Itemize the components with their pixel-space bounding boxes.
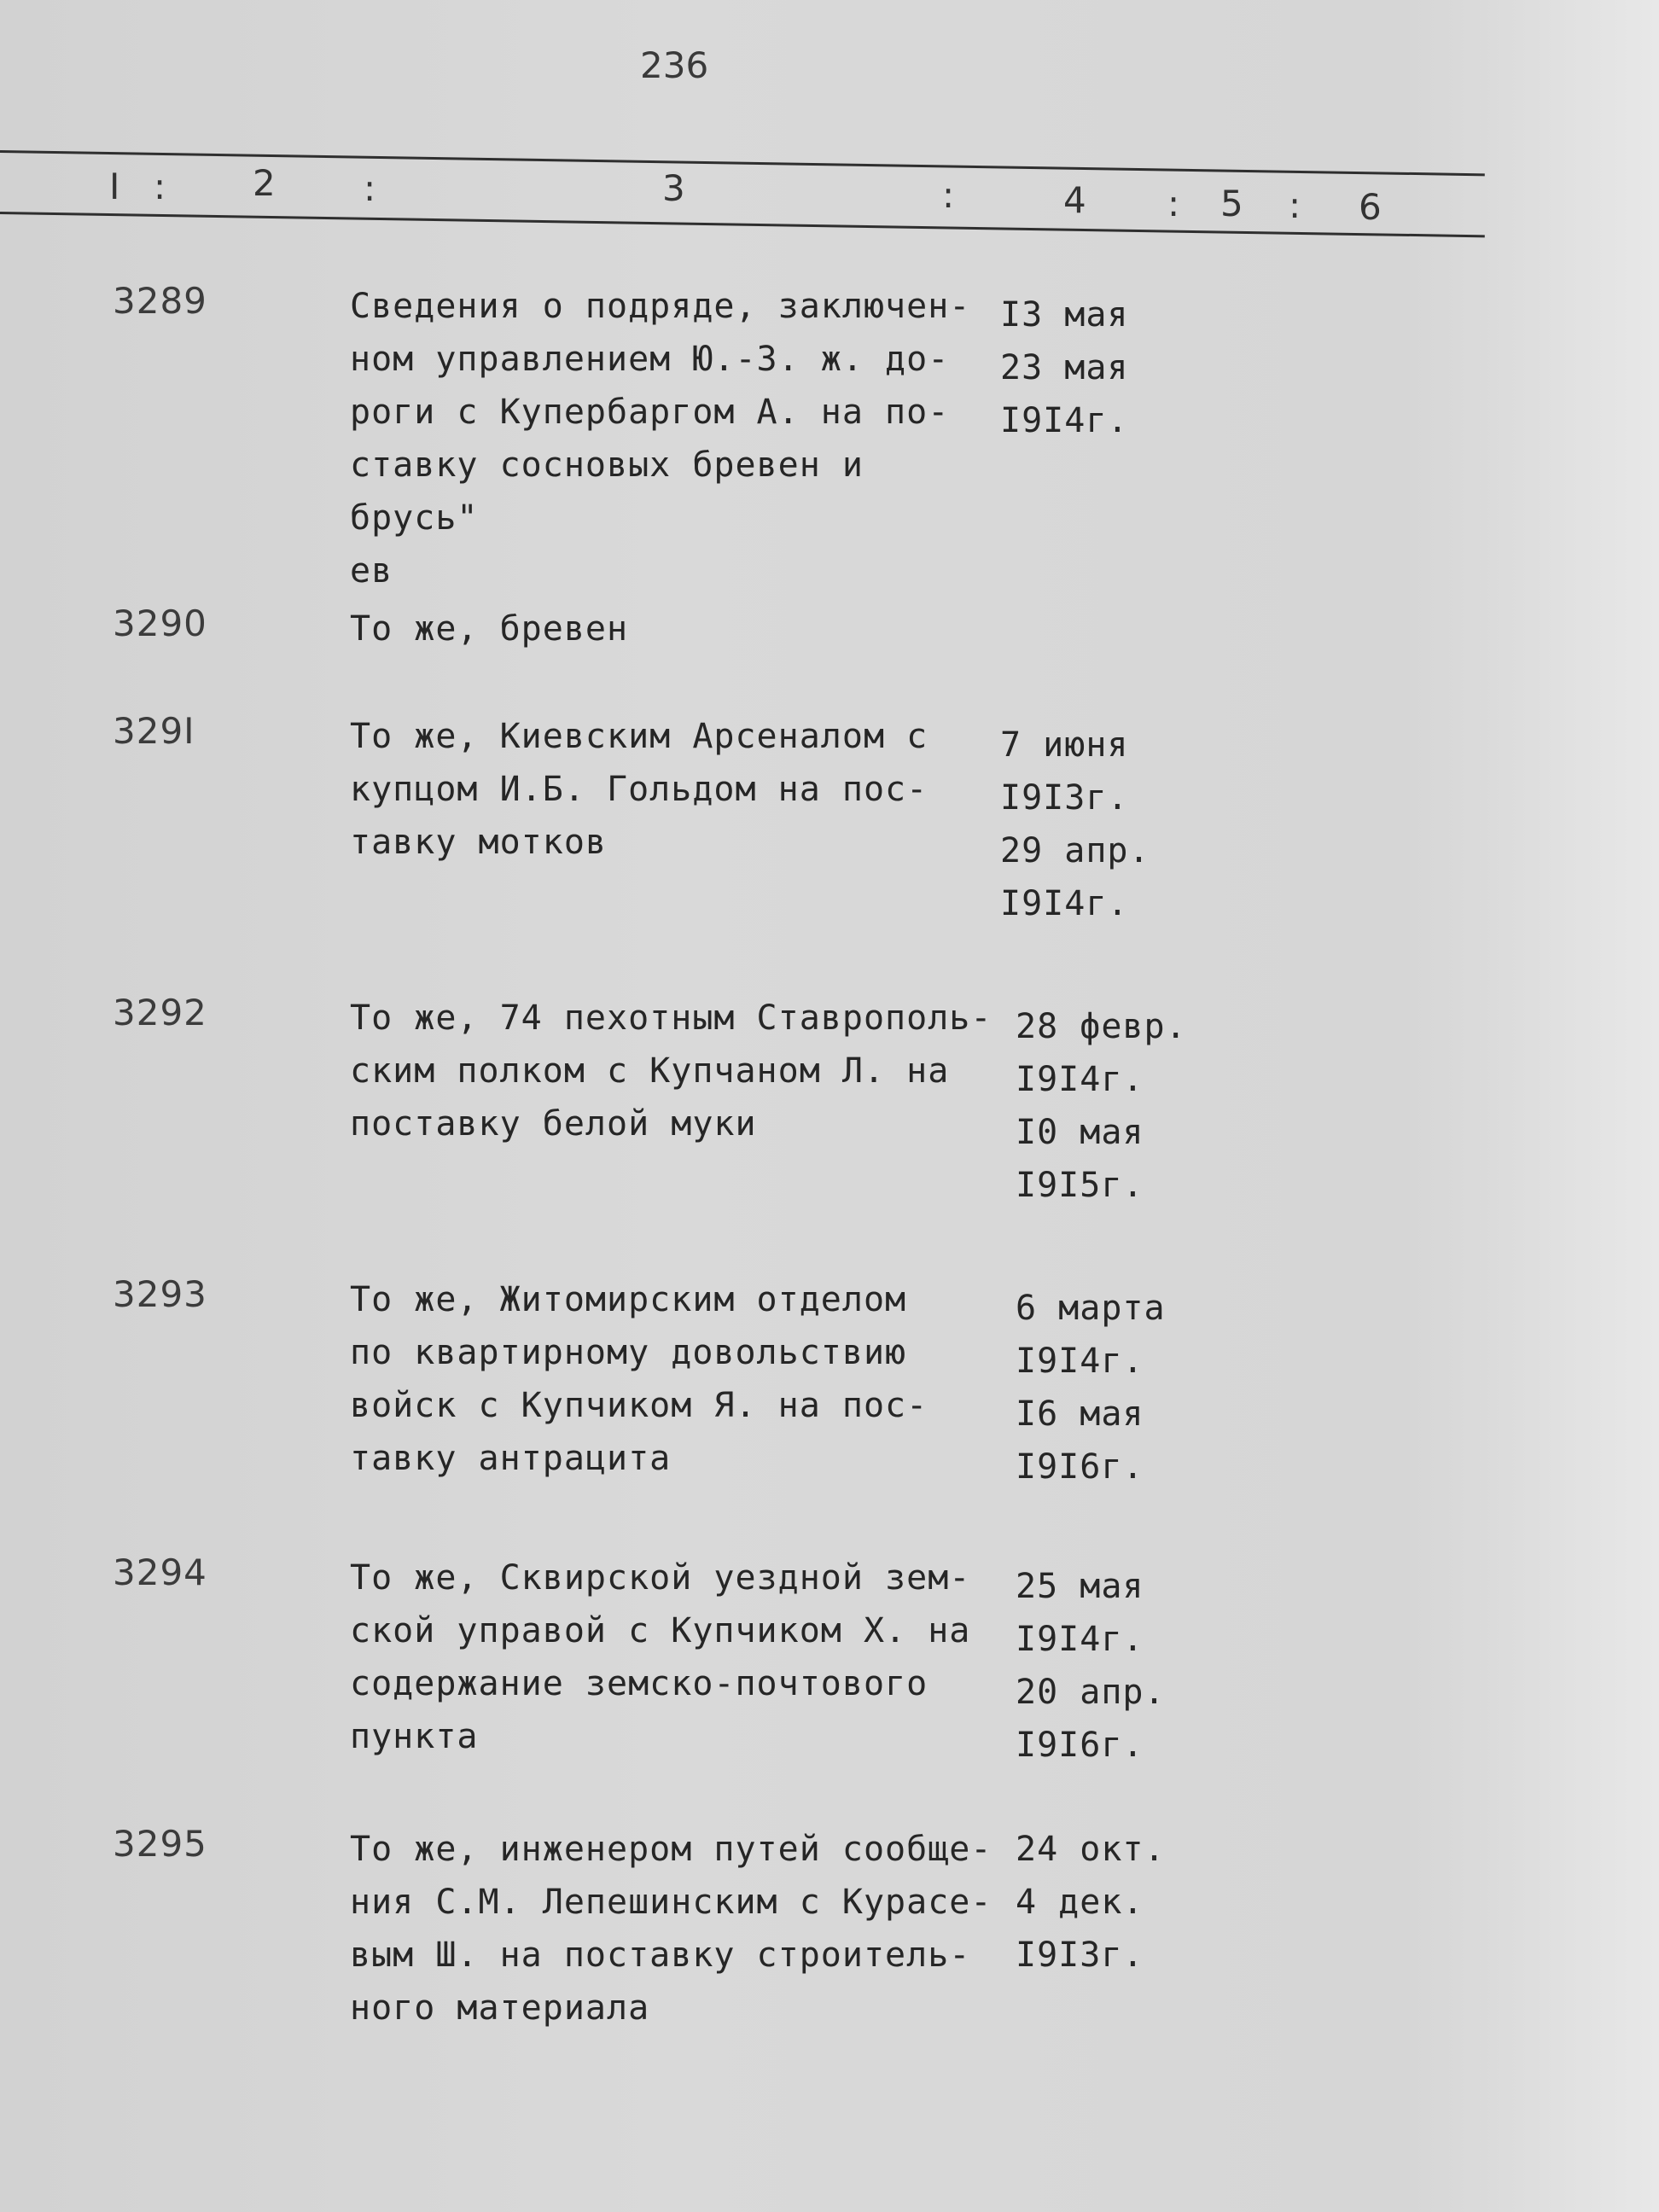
entry-date: I9I4г. <box>1000 401 1129 440</box>
entry-date: I9I6г. <box>1016 1447 1144 1487</box>
entry-date: 23 мая <box>1000 348 1129 387</box>
entry-dates <box>1000 288 1222 447</box>
entry-date: I6 мая <box>1016 1394 1144 1434</box>
entry-date: I9I4г. <box>1016 1060 1144 1099</box>
page-edge <box>1481 0 1659 2212</box>
entry-date: I9I4г. <box>1000 884 1129 923</box>
entry-date: I9I5г. <box>1016 1166 1144 1205</box>
entry-number: 3290 <box>113 602 207 644</box>
entry-number: 3292 <box>113 992 207 1033</box>
entry-date: I9I3г. <box>1016 1936 1144 1975</box>
column-header-1: I <box>109 166 120 207</box>
entry-dates <box>1016 1823 1237 1982</box>
entry-date: I9I3г. <box>1000 778 1129 818</box>
entry-number: 329I <box>113 710 195 752</box>
entry-dates <box>1016 1282 1237 1493</box>
entry-dates <box>1000 719 1222 930</box>
column-header-6: 6 <box>1359 186 1382 228</box>
column-header-4: 4 <box>1063 179 1086 221</box>
column-header-2: 2 <box>253 162 276 204</box>
entry-date: I0 мая <box>1016 1113 1144 1152</box>
entry-date: 24 окт. <box>1016 1830 1166 1869</box>
column-header-3: 3 <box>662 167 685 209</box>
column-separator: : <box>154 166 166 207</box>
column-header-5: 5 <box>1220 183 1243 224</box>
entry-date: I3 мая <box>1000 295 1129 335</box>
entry-date: 28 февр. <box>1016 1007 1187 1046</box>
column-header-row <box>0 162 1485 228</box>
entry-date: 29 апр. <box>1000 831 1150 870</box>
entry-number: 3295 <box>113 1823 207 1865</box>
entry-description: То же, Киевским Арсеналом с купцом И.Б. Гольдом на пос- тавку мотков <box>350 717 928 862</box>
entry-description: То же, инженером путей сообще- ния С.М. Лепешинским с Курасе- вым Ш. на поставку строитель- ного материала <box>350 1830 992 2028</box>
entry-dates <box>1016 1560 1237 1772</box>
entry-number: 3289 <box>113 280 207 322</box>
entry-date: 7 июня <box>1000 725 1129 765</box>
entry-dates <box>1016 1000 1237 1212</box>
entry-date: 6 марта <box>1016 1289 1166 1328</box>
column-separator: : <box>1167 183 1180 224</box>
entry-date: I9I6г. <box>1016 1726 1144 1765</box>
entry-number: 3293 <box>113 1273 207 1315</box>
header-bottom-rule <box>0 212 1485 237</box>
entry-description: То же, Сквирской уездной зем- ской управой с Купчиком Х. на содержание земско-почтового пункта <box>350 1558 971 1756</box>
column-separator: : <box>942 174 955 216</box>
column-separator: : <box>364 167 376 209</box>
entry-description: То же, Житомирским отделом по квартирному довольствию войск с Купчиком Я. на пос- тавку антрацита <box>350 1280 928 1478</box>
page-number: 236 <box>640 44 709 86</box>
entry-date: 25 мая <box>1016 1567 1144 1606</box>
entry-date: 4 дек. <box>1016 1883 1144 1922</box>
entry-description: То же, бревен <box>350 609 629 649</box>
entry-date: I9I4г. <box>1016 1342 1144 1381</box>
entry-date: 20 апр. <box>1016 1673 1166 1712</box>
entry-description: То же, 74 пехотным Ставрополь- ским полком с Купчаном Л. на поставку белой муки <box>350 998 992 1144</box>
entry-number: 3294 <box>113 1551 207 1593</box>
entry-date: I9I4г. <box>1016 1620 1144 1659</box>
entry-description: Сведения о подряде, заключен- ном управлением Ю.-З. ж. до- роги с Купербаргом А. на по- ставку сосновых бревен и брусь" ев <box>350 287 971 591</box>
column-separator: : <box>1289 184 1301 226</box>
